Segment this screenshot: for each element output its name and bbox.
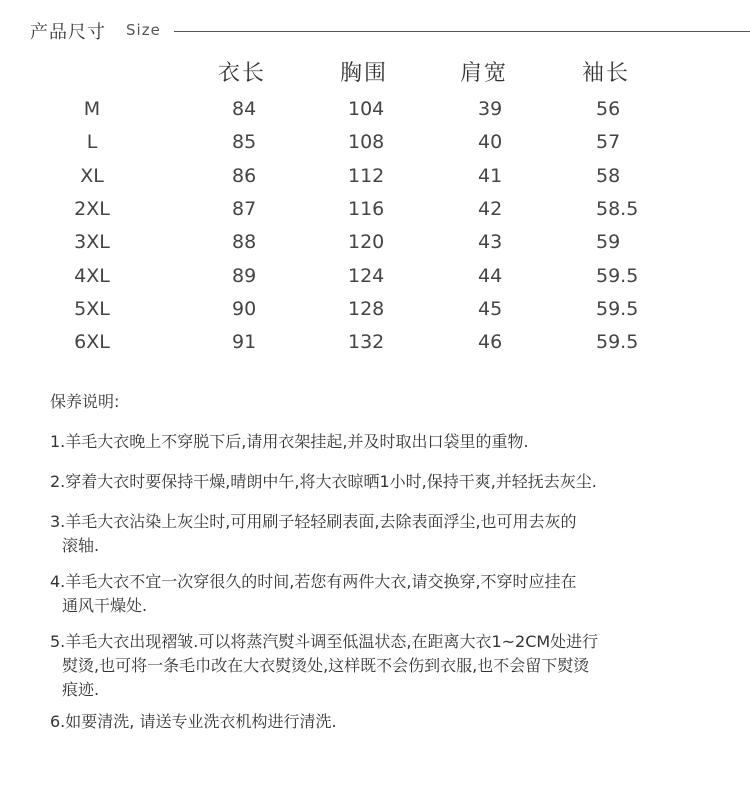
care-item-continuation: 痕迹.	[62, 680, 100, 699]
table-cell: 86	[232, 164, 257, 187]
size-label: 5XL	[74, 297, 110, 320]
table-cell: 108	[348, 131, 385, 154]
care-item	[50, 430, 740, 454]
table-cell: 88	[232, 231, 257, 254]
care-item	[50, 470, 740, 494]
table-cell: 44	[478, 264, 503, 287]
care-title: 保养说明:	[50, 392, 120, 411]
table-cell: 84	[232, 98, 257, 120]
table-cell: 59.5	[596, 297, 639, 320]
care-item-text: 4.羊毛大衣不宜一次穿很久的时间,若您有两件大衣,请交换穿,不穿时应挂在	[50, 572, 577, 591]
table-cell: 57	[596, 131, 621, 154]
table-cell: 132	[348, 331, 385, 354]
care-item-text: 3.羊毛大衣沾染上灰尘时,可用刷子轻轻刷表面,去除表面浮尘,也可用去灰的	[50, 512, 577, 531]
table-cell: 120	[348, 231, 385, 254]
size-label: 6XL	[74, 331, 110, 354]
care-item	[50, 570, 740, 618]
table-cell: 45	[478, 297, 503, 320]
table-cell: 124	[348, 264, 385, 287]
table-cell: 85	[232, 131, 257, 154]
size-header	[0, 18, 750, 48]
table-cell: 112	[348, 164, 385, 187]
header-divider	[174, 31, 750, 32]
care-item	[50, 710, 740, 734]
table-cell: 91	[232, 331, 257, 354]
table-cell: 56	[596, 98, 621, 120]
care-item	[50, 510, 740, 558]
care-item-continuation: 熨烫,也可将一条毛巾改在大衣熨烫处,这样既不会伤到衣服,也不会留下熨烫	[62, 656, 590, 675]
care-item-text: 1.羊毛大衣晚上不穿脱下后,请用衣架挂起,并及时取出口袋里的重物.	[50, 432, 529, 451]
column-header: 肩宽	[460, 61, 509, 86]
table-cell: 104	[348, 98, 385, 120]
care-item-text: 6.如要清洗, 请送专业洗衣机构进行清洗.	[50, 712, 337, 731]
section-title: 产品尺寸	[30, 22, 106, 43]
size-label: L	[86, 131, 98, 154]
table-cell: 40	[478, 131, 503, 154]
table-cell: 59.5	[596, 331, 639, 354]
table-cell: 42	[478, 197, 503, 220]
table-cell: 43	[478, 231, 503, 254]
care-item-continuation: 滚轴.	[62, 536, 100, 555]
size-label: M	[83, 98, 101, 120]
table-cell: 59	[596, 231, 621, 254]
column-header: 衣长	[218, 61, 267, 86]
care-item-continuation: 通风干燥处.	[62, 596, 148, 615]
table-cell: 39	[478, 98, 503, 120]
table-cell: 59.5	[596, 264, 639, 287]
section-subtitle: Size	[126, 21, 161, 39]
size-label: 2XL	[74, 197, 110, 220]
size-label: 4XL	[74, 264, 110, 287]
table-cell: 87	[232, 197, 257, 220]
table-cell: 58.5	[596, 197, 639, 220]
column-header: 胸围	[340, 61, 389, 86]
size-label: XL	[80, 164, 104, 187]
table-cell: 46	[478, 331, 503, 354]
care-item	[50, 630, 740, 702]
table-cell: 89	[232, 264, 257, 287]
table-cell: 41	[478, 164, 503, 187]
table-cell: 90	[232, 297, 257, 320]
care-item-text: 5.羊毛大衣出现褶皱.可以将蒸汽熨斗调至低温状态,在距离大衣1~2CM处进行	[50, 632, 599, 651]
column-header: 袖长	[582, 61, 631, 86]
table-cell: 128	[348, 297, 385, 320]
table-cell: 116	[348, 197, 385, 220]
size-label: 3XL	[74, 231, 110, 254]
care-item-text: 2.穿着大衣时要保持干燥,晴朗中午,将大衣晾晒1小时,保持干爽,并轻抚去灰尘.	[50, 472, 597, 491]
table-cell: 58	[596, 164, 621, 187]
